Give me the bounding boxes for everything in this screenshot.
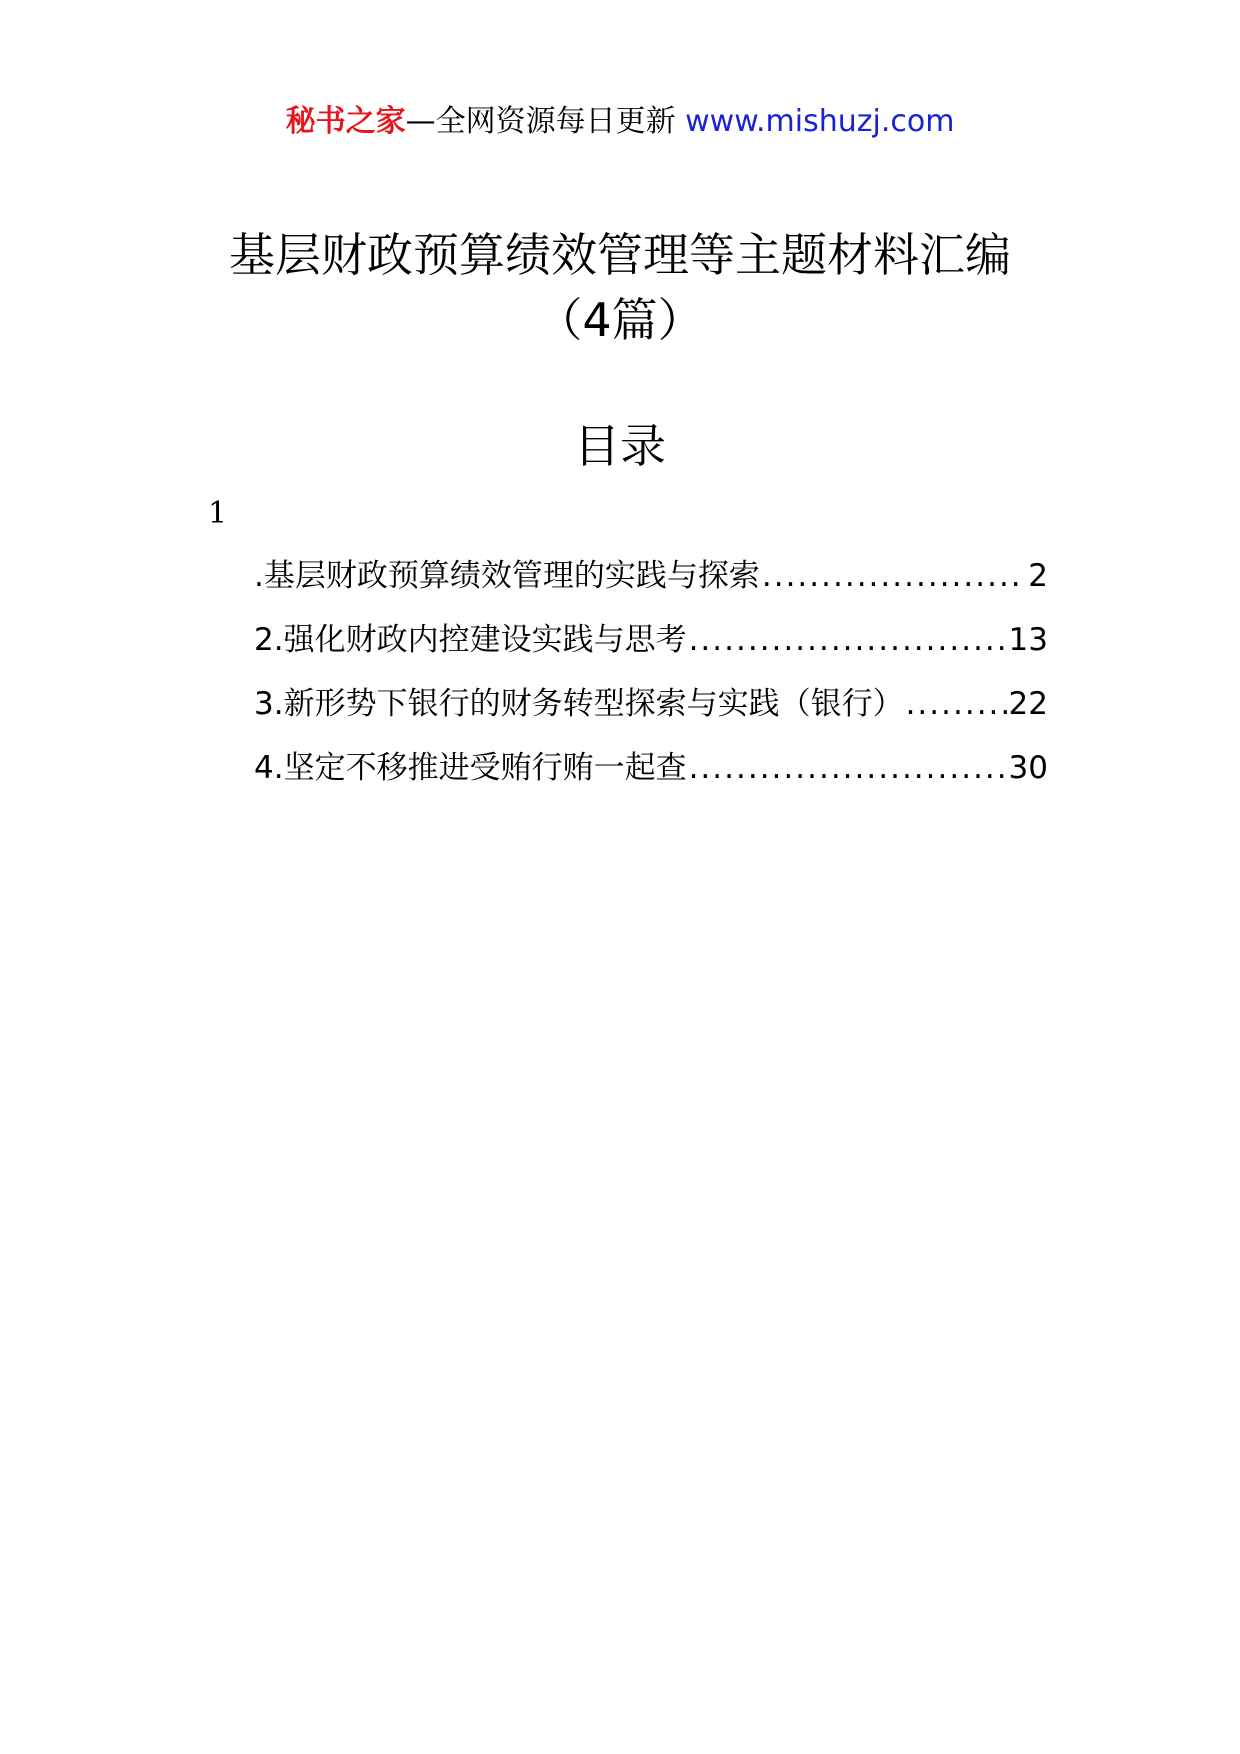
toc-entry[interactable] <box>254 556 1048 620</box>
toc-entry-page: 22 <box>1008 686 1048 722</box>
document-title: 基层财政预算绩效管理等主题材料汇编 <box>229 228 1011 282</box>
toc-entry-title: .基层财政预算绩效管理的实践与探索 <box>254 558 760 594</box>
toc-dot-leader <box>906 684 1007 724</box>
toc-dot-leader <box>762 556 1026 596</box>
toc-entry-title: 2.强化财政内控建设实践与思考 <box>254 622 687 658</box>
table-of-contents <box>254 556 1048 812</box>
site-banner <box>0 100 1240 144</box>
toc-entry[interactable] <box>254 748 1048 812</box>
toc-entry[interactable] <box>254 684 1048 748</box>
toc-entry-page: 2 <box>1028 558 1048 594</box>
toc-dot-leader <box>689 620 1007 660</box>
toc-dot-leader <box>689 748 1007 788</box>
document-subtitle: （4篇） <box>536 293 704 347</box>
toc-list-number: 1 <box>208 496 228 531</box>
toc-entry[interactable] <box>254 620 1048 684</box>
toc-entry-page: 30 <box>1008 750 1048 786</box>
toc-entry-title: 3.新形势下银行的财务转型探索与实践（银行） <box>254 686 904 722</box>
toc-heading: 目录 <box>574 419 666 473</box>
brand-name: 秘书之家 <box>285 104 406 139</box>
toc-entry-title: 4.坚定不移推进受贿行贿一起查 <box>254 750 687 786</box>
toc-entry-page: 13 <box>1008 622 1048 658</box>
site-url-link[interactable]: www.mishuzj.com <box>685 104 955 139</box>
banner-tagline: —全网资源每日更新 <box>405 104 676 139</box>
